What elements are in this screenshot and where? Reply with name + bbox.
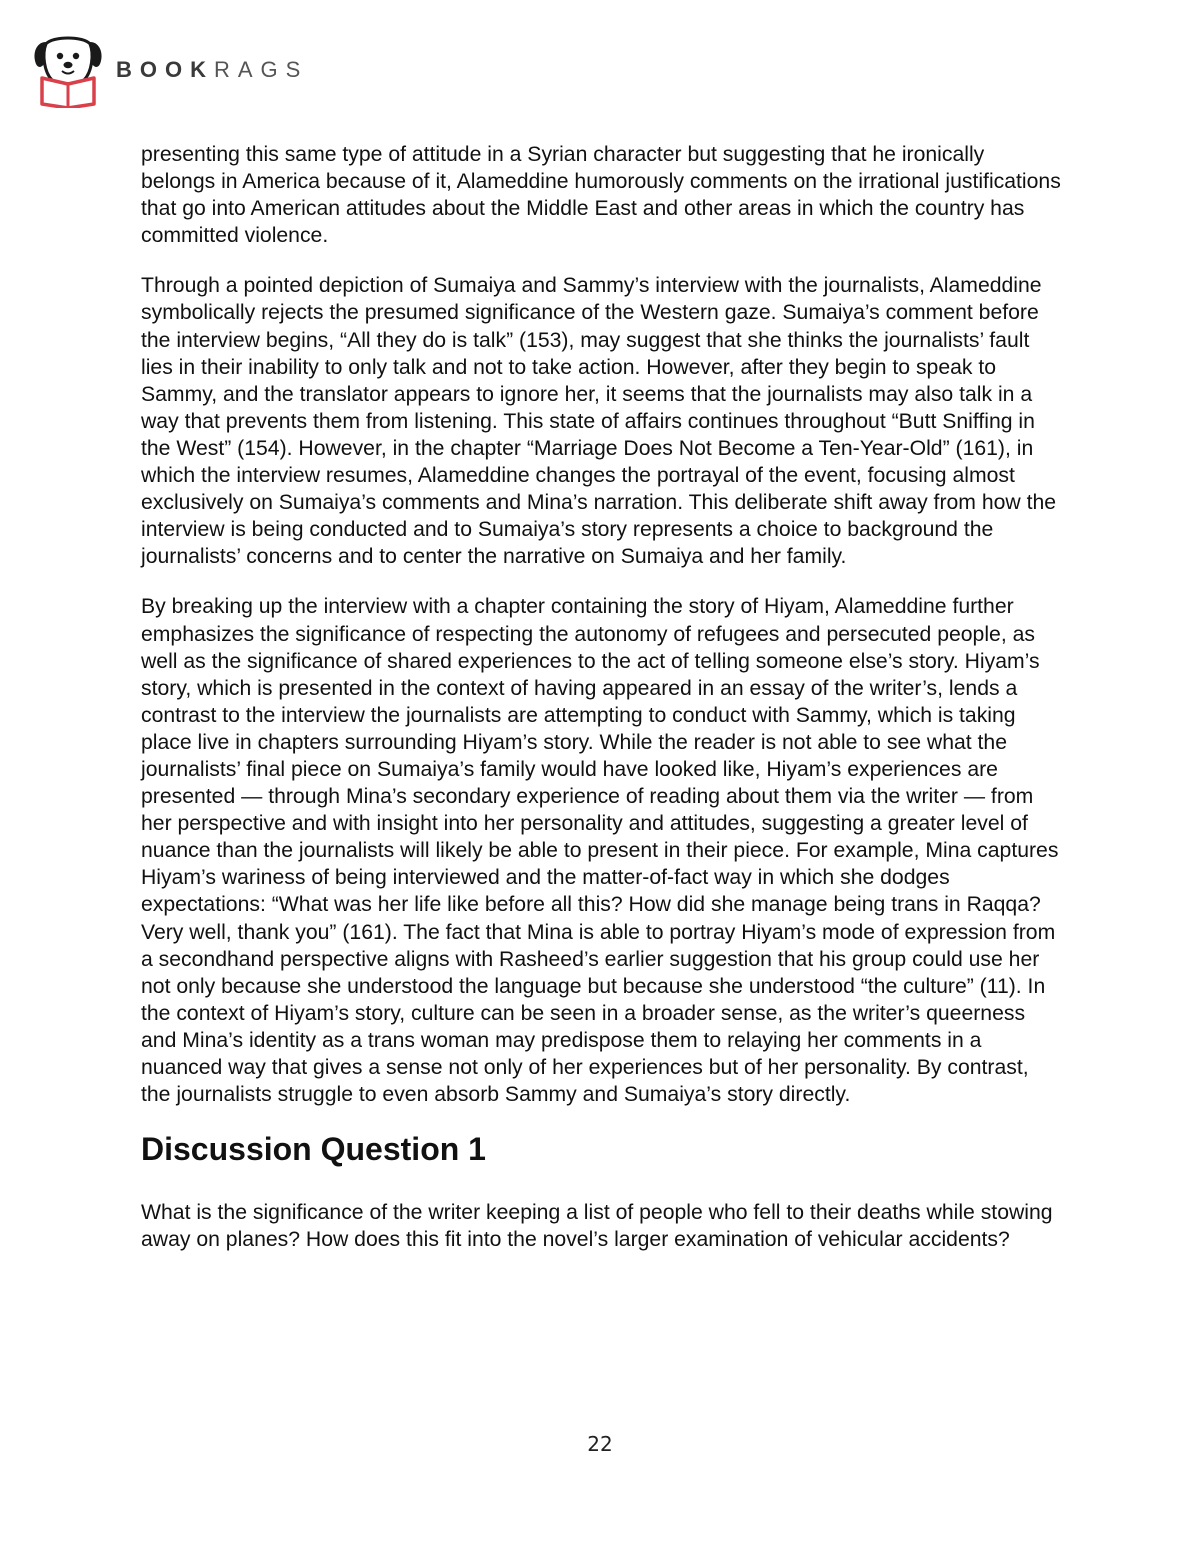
paragraph-1: presenting this same type of attitude in a Syrian character but suggesting that he ironically belongs in America because of it, Alameddine humorously comments on the irrational justifications that go into American attitudes about the Middle East and other areas in which the country has committed violence. (141, 143, 1061, 248)
brand-wordmark-light: RAGS (214, 57, 309, 82)
paragraph-2: Through a pointed depiction of Sumaiya and Sammy’s interview with the journalists, Alameddine symbolically rejects the presumed significance of the Western gaze. Sumaiya’s comment before the interview begins, “All they do is talk” (153), may suggest that she thinks the journalists’ fault lies in their inability to only talk and not to take action. However, after they begin to speak to Sammy, and the translator appears to ignore her, it seems that the journalists may also talk in a way that prevents them from listening. This state of affairs continues throughout “Butt Sniffing in the West” (154). However, in the chapter “Marriage Does Not Become a Ten-Year-Old” (161), in which the interview resumes, Alameddine changes the portrayal of the event, focusing almost exclusively on Sumaiya’s comments and Mina’s narration. This deliberate shift away from how the interview is being conducted and to Sumaiya’s story represents a choice to background the journalists’ concerns and to center the narrative on Sumaiya and her family. (141, 274, 1057, 569)
dog-reading-book-icon (32, 32, 104, 108)
brand-wordmark-bold: BOOK (116, 57, 214, 82)
section-heading: Discussion Question 1 (141, 1131, 486, 1168)
page-number: 22 (587, 1432, 613, 1456)
brand-wordmark (116, 57, 308, 83)
bookrags-logo (32, 32, 308, 108)
document-body (141, 141, 1061, 1276)
discussion-question-text: What is the significance of the writer keeping a list of people who fell to their deaths while stowing away on planes? How does this fit into the novel’s larger examination of vehicular accidents? (141, 1201, 1053, 1252)
paragraph-3: By breaking up the interview with a chapter containing the story of Hiyam, Alameddine further emphasizes the significance of respecting the autonomy of refugees and persecuted people, as well as the significance of shared experiences to the act of telling someone else’s story. Hiyam’s story, which is presented in the context of having appeared in an essay of the writer’s, lends a contrast to the interview the journalists are attempting to conduct with Sammy, which is taking place live in chapters surrounding Hiyam’s story. While the reader is not able to see what the journalists’ final piece on Sumaiya’s family would have looked like, Hiyam’s experiences are presented — through Mina’s secondary experience of reading about them via the writer — from her perspective and with insight into her personality and attitudes, suggesting a greater level of nuance than the journalists will likely be able to present in their piece. For example, Mina captures Hiyam’s wariness of being interviewed and the matter-of-fact way in which she dodges expectations: “What was her life like before all this? How did she manage being trans in Raqqa? Very well, thank you” (161). The fact that Mina is able to portray Hiyam’s mode of expression from a secondhand perspective aligns with Rasheed’s earlier suggestion that his group could use her not only because she understood the language but because she understood “the culture” (11). In the context of Hiyam’s story, culture can be seen in a broader sense, as the writer’s queerness and Mina’s identity as a trans woman may predispose them to relaying her comments in a nuanced way that gives a sense not only of her experiences but of her personality. By contrast, the journalists struggle to even absorb Sammy and Sumaiya’s story directly. (141, 595, 1059, 1107)
